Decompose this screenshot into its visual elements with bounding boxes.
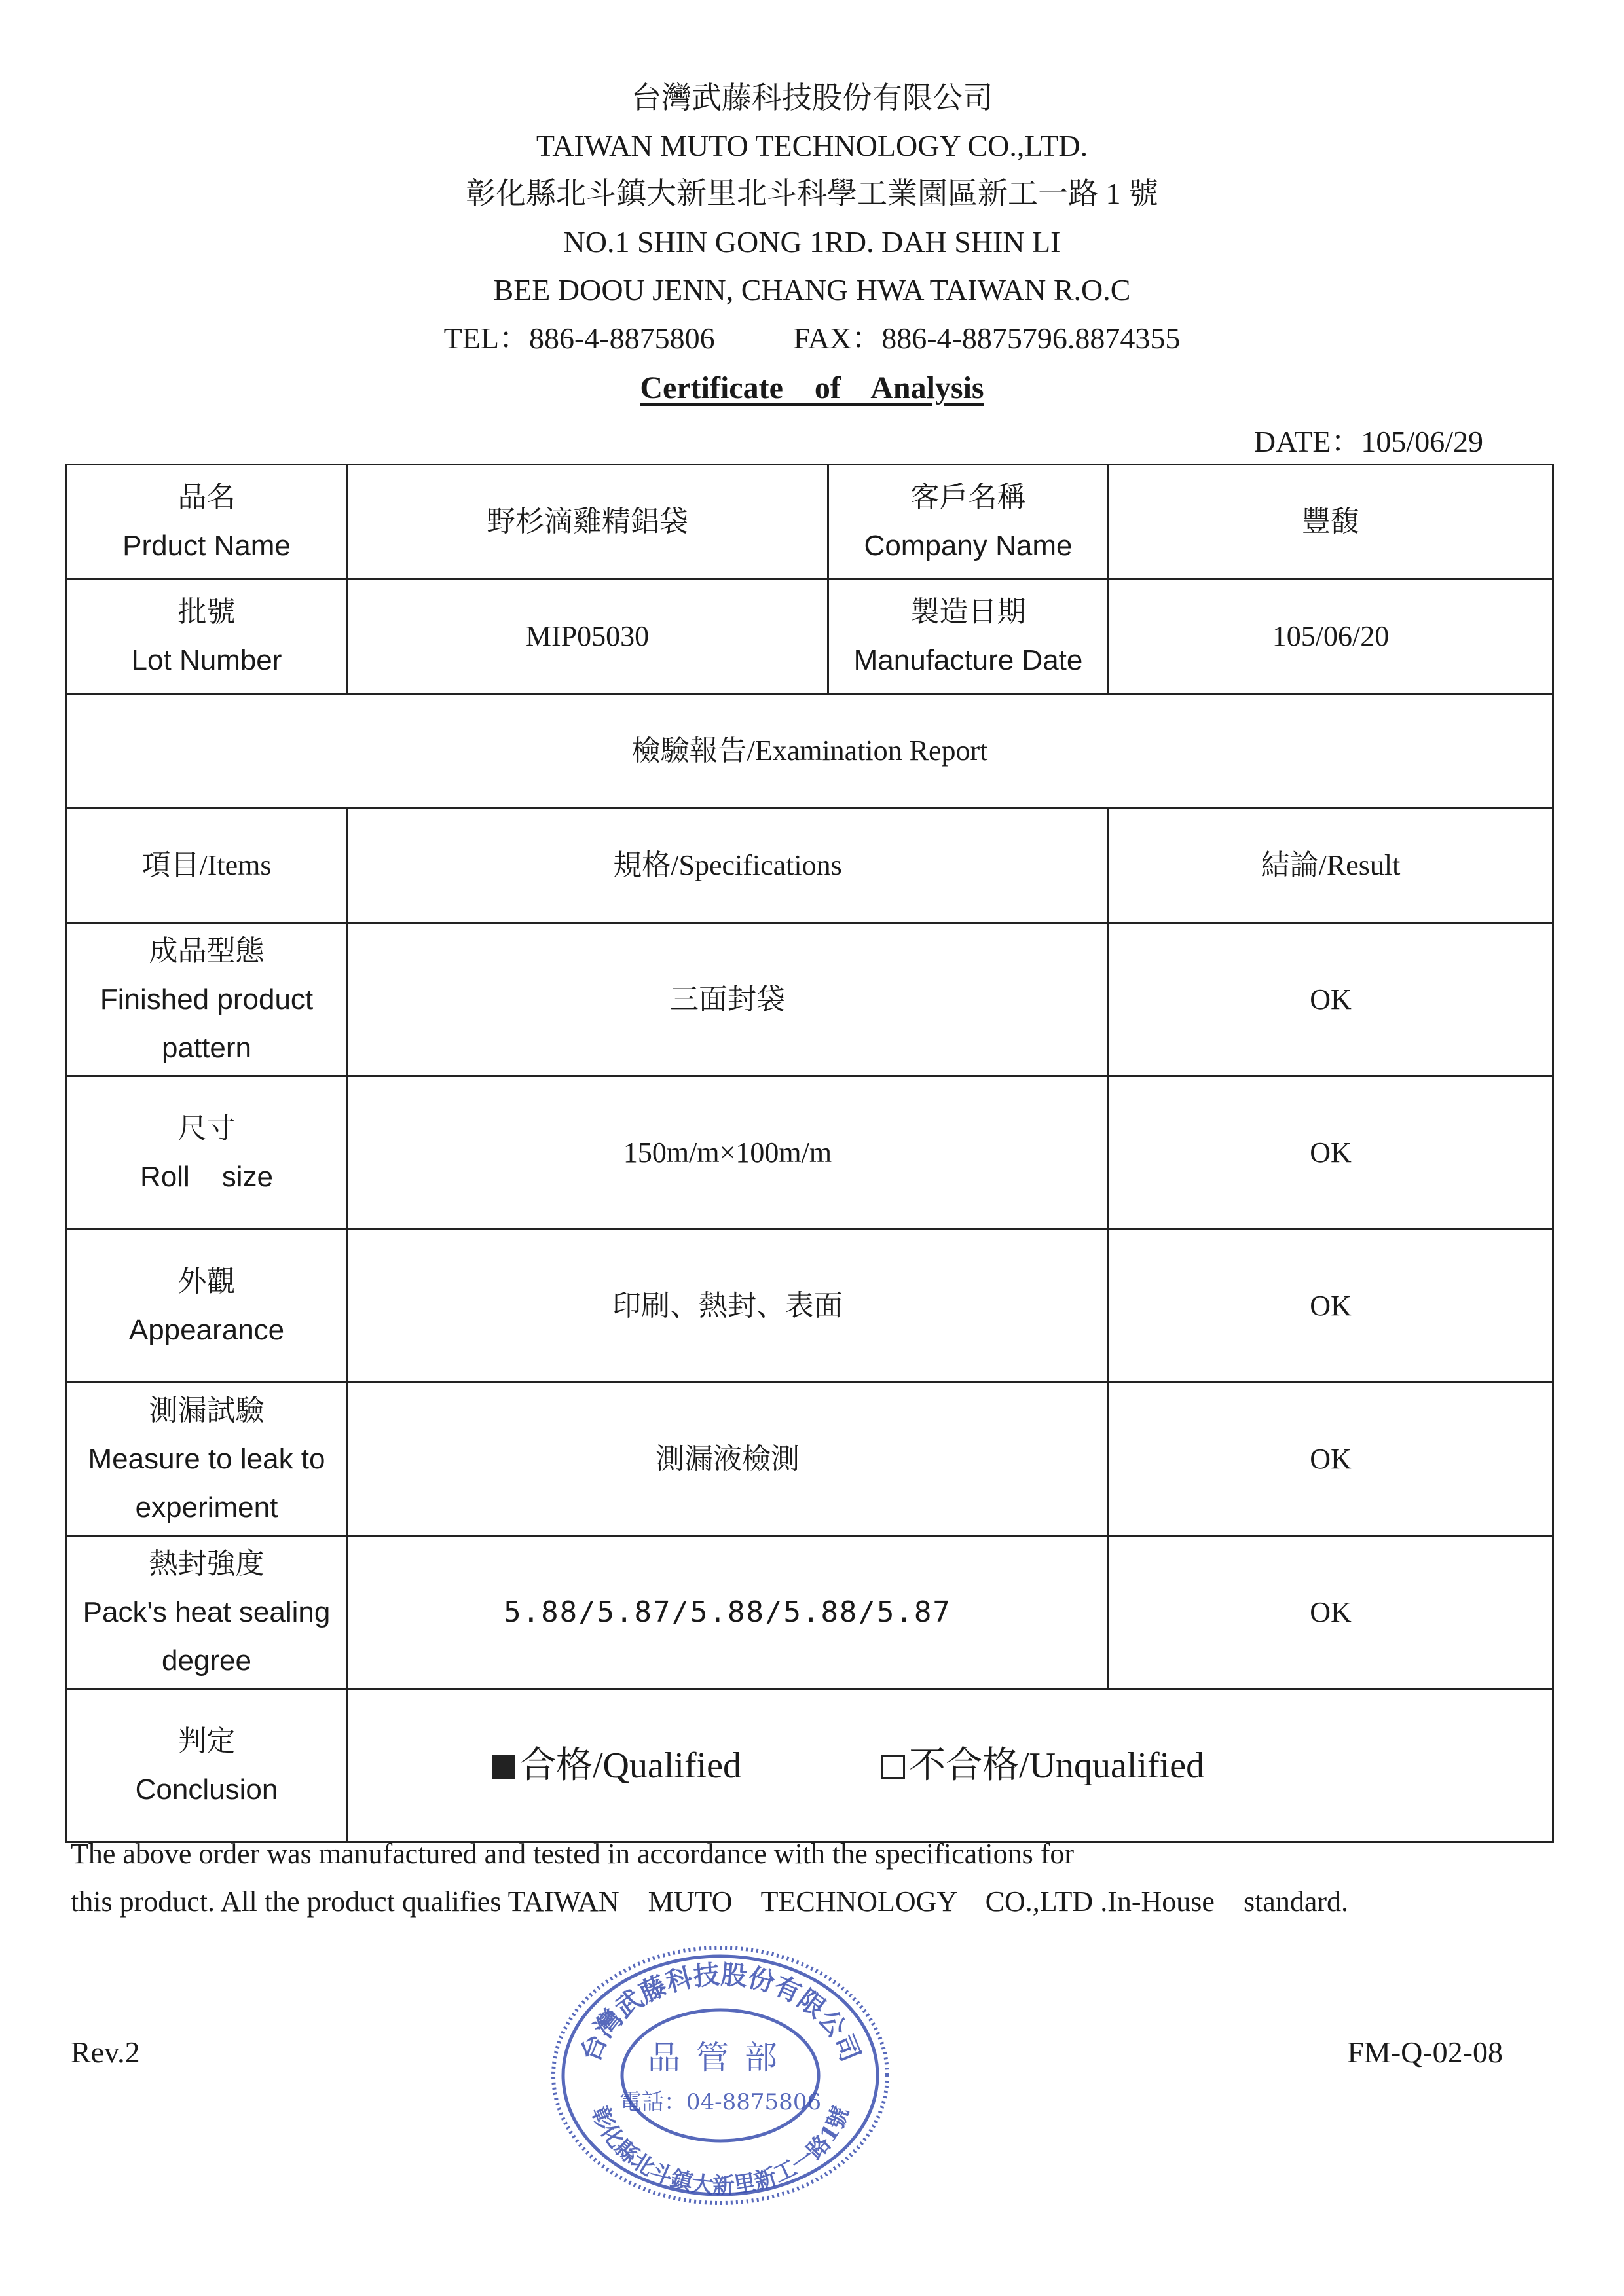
column-header-row	[67, 809, 1553, 923]
lot-number-value: MIP05030	[347, 579, 828, 694]
item-label: 外觀 Appearance	[67, 1230, 347, 1383]
table-row	[67, 1536, 1553, 1689]
report-title-row	[67, 694, 1553, 809]
table-row	[67, 1230, 1553, 1383]
company-address-en-line2: BEE DOOU JENN, CHANG HWA TAIWAN R.O.C	[493, 273, 1131, 306]
item-label: 尺寸 Roll size	[67, 1076, 347, 1230]
item-label: 測漏試驗 Measure to leak to experiment	[67, 1383, 347, 1536]
company-seal-stamp	[544, 1938, 897, 2213]
spec-value: 150m/m×100m/m	[347, 1076, 1109, 1230]
unqualified-checkbox[interactable]	[881, 1755, 905, 1779]
lot-row	[67, 579, 1553, 694]
company-fax: FAX：886-4-8875796.8874355	[793, 321, 1181, 355]
company-address-en-line1: NO.1 SHIN GONG 1RD. DAH SHIN LI	[563, 225, 1061, 259]
examination-report-title: 檢驗報告/Examination Report	[67, 694, 1553, 809]
footer-statement-line2: this product. All the product qualifies TAIWAN MUTO TECHNOLOGY CO.,LTD .In-House standard.	[71, 1886, 1348, 1918]
revision-label: Rev.2	[71, 2035, 140, 2069]
spec-value: 印刷、熱封、表面	[347, 1230, 1109, 1383]
qualified-option[interactable]	[492, 1741, 741, 1790]
company-name-label: 客戶名稱 Company Name	[828, 465, 1109, 579]
conclusion-label: 判定 Conclusion	[67, 1689, 347, 1842]
certificate-title: Certificate of Analysis	[640, 371, 984, 405]
svg-text:彰化縣北斗鎮大新里新工一路1號: 彰化縣北斗鎮大新里新工一路1號	[586, 2102, 855, 2200]
product-row	[67, 465, 1553, 579]
manufacture-date-label: 製造日期 Manufacture Date	[828, 579, 1109, 694]
analysis-table	[65, 464, 1554, 1843]
spec-value: 5.88/5.87/5.88/5.88/5.87	[347, 1536, 1109, 1689]
qualified-checkbox[interactable]	[492, 1755, 515, 1779]
unqualified-option[interactable]	[881, 1741, 1204, 1790]
result-value: OK	[1109, 1230, 1553, 1383]
table-row	[67, 1383, 1553, 1536]
item-label: 熱封強度 Pack's heat sealing degree	[67, 1536, 347, 1689]
qualified-label: 合格/Qualified	[519, 1745, 742, 1786]
certificate-date: DATE：105/06/29	[1253, 425, 1483, 458]
product-name-value: 野杉滴雞精鋁袋	[347, 465, 828, 579]
svg-text:台灣武藤科技股份有限公司: 台灣武藤科技股份有限公司	[574, 1959, 866, 2066]
result-value: OK	[1109, 1536, 1553, 1689]
table-row	[67, 923, 1553, 1076]
col-result-header: 結論/Result	[1109, 809, 1553, 923]
product-name-label: 品名 Prduct Name	[67, 465, 347, 579]
table-row	[67, 1076, 1553, 1230]
contact-line	[0, 319, 1624, 358]
company-address-zh: 彰化縣北斗鎮大新里北斗科學工業園區新工一路 1 號	[466, 177, 1158, 210]
form-number: FM-Q-02-08	[1347, 2035, 1503, 2069]
company-name-value: 豐馥	[1109, 465, 1553, 579]
company-tel: TEL：886-4-8875806	[443, 321, 715, 355]
col-items-header: 項目/Items	[67, 809, 347, 923]
svg-text:電話：04-8875806: 電話：04-8875806	[619, 2089, 822, 2115]
company-name-zh: 台灣武藤科技股份有限公司	[631, 81, 993, 115]
result-value: OK	[1109, 1076, 1553, 1230]
manufacture-date-value: 105/06/20	[1109, 579, 1553, 694]
lot-number-label: 批號 Lot Number	[67, 579, 347, 694]
footer-statement-line1: The above order was manufactured and tested in accordance with the specifications for	[71, 1838, 1075, 1870]
unqualified-label: 不合格/Unqualified	[909, 1745, 1205, 1786]
result-value: OK	[1109, 1383, 1553, 1536]
item-label: 成品型態 Finished product pattern	[67, 923, 347, 1076]
conclusion-options	[347, 1689, 1553, 1842]
col-specs-header: 規格/Specifications	[347, 809, 1109, 923]
spec-value: 三面封袋	[347, 923, 1109, 1076]
svg-text:品管部: 品管部	[648, 2039, 793, 2077]
conclusion-row	[67, 1689, 1553, 1842]
company-name-en: TAIWAN MUTO TECHNOLOGY CO.,LTD.	[536, 129, 1088, 162]
spec-value: 測漏液檢測	[347, 1383, 1109, 1536]
result-value: OK	[1109, 923, 1553, 1076]
